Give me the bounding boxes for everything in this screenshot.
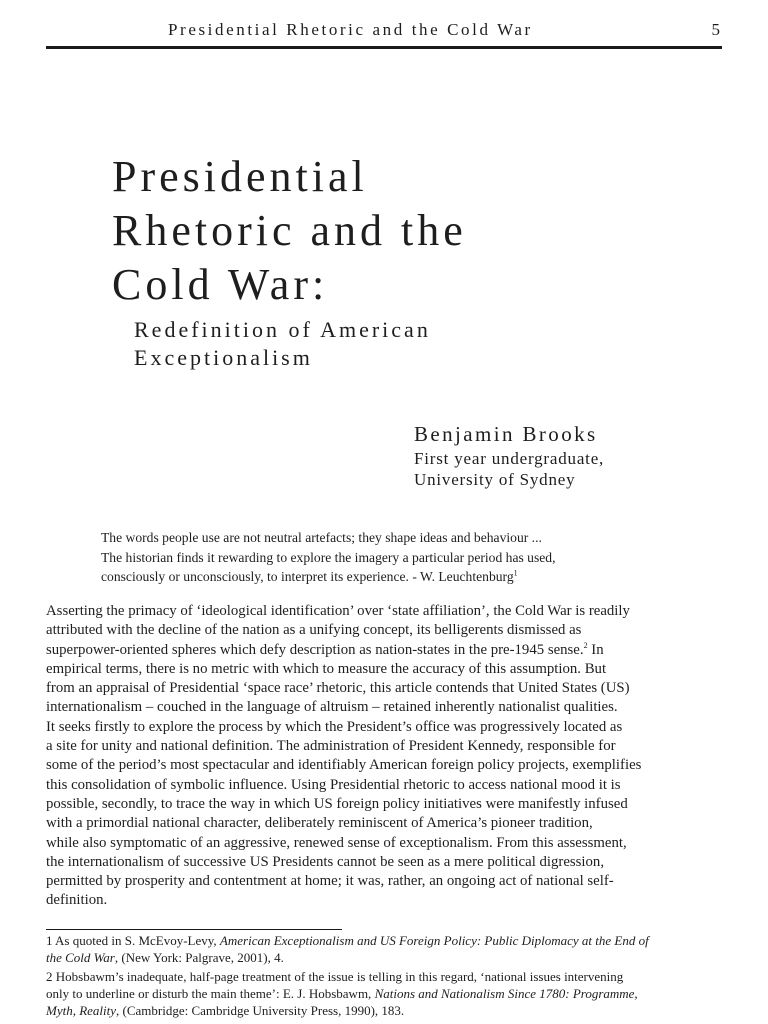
footnote-text: , (Cambridge: Cambridge University Press, 1990), 183. bbox=[116, 1003, 405, 1018]
body-line: a site for unity and national definition. The administration of President Kennedy, responsible for bbox=[46, 738, 616, 755]
footnote-line bbox=[46, 949, 726, 966]
subtitle-line: Exceptionalism bbox=[134, 345, 313, 370]
epigraph-line: The words people use are not neutral artefacts; they shape ideas and behaviour ... bbox=[101, 530, 542, 545]
body-text bbox=[46, 602, 726, 911]
author-name: Benjamin Brooks bbox=[414, 422, 598, 446]
epigraph-line: The historian finds it rewarding to explore the imagery a particular period has used, bbox=[101, 549, 556, 565]
footnote-text: 1 As quoted in S. McEvoy-Levy, bbox=[46, 933, 220, 948]
body-line: this consolidation of symbolic influence. Using Presidential rhetoric to access national mood it is bbox=[46, 776, 621, 793]
body-line-text: superpower-oriented spheres which defy description as nation-states in the pre-1945 sense. bbox=[46, 641, 584, 658]
body-line: the internationalism of successive US Presidents cannot be seen as a mere political digression, bbox=[46, 853, 605, 870]
affiliation-line: First year undergraduate, bbox=[414, 449, 605, 468]
body-line: It seeks firstly to explore the process by which the President’s office was progressively located as bbox=[46, 718, 623, 735]
body-line: Asserting the primacy of ‘ideological identification’ over ‘state affiliation’, the Cold War is readily bbox=[46, 603, 630, 619]
footnote-divider bbox=[46, 929, 342, 930]
body-line: possible, secondly, to trace the way in which US foreign policy initiatives were manifestly infused bbox=[46, 795, 628, 812]
footnote-line bbox=[46, 932, 726, 949]
body-line: from an appraisal of Presidential ‘space race’ rhetoric, this article contends that United States (US) bbox=[46, 680, 630, 697]
body-line: with a primordial national character, deliberately reminiscent of America’s pioneer tradition, bbox=[46, 815, 593, 832]
footnote-ref-2[interactable]: 2 bbox=[583, 640, 588, 650]
footnote-citation-title: American Exceptionalism and US Foreign Policy: Public Diplomacy at the End of bbox=[219, 933, 649, 948]
page-number: 5 bbox=[711, 20, 720, 39]
footnote-line bbox=[46, 985, 726, 1002]
title-line: Cold War: bbox=[112, 260, 329, 309]
body-line: internationalism – couched in the language of altruism – retained inherently nationalist qualities. bbox=[46, 699, 618, 716]
footnote-text: only to underline or disturb the main theme’: E. J. Hobsbawm, bbox=[46, 986, 375, 1001]
epigraph-line bbox=[101, 567, 661, 587]
body-line: attributed with the decline of the nation as a unifying concept, its belligerents dismissed as bbox=[46, 622, 582, 639]
body-line: some of the period’s most spectacular and identifiably American foreign policy projects, exemplifies bbox=[46, 757, 642, 774]
footnote-text: , (New York: Palgrave, 2001), 4. bbox=[114, 950, 284, 965]
subtitle-line: Redefinition of American bbox=[134, 317, 431, 342]
author-block bbox=[414, 420, 734, 490]
body-line: empirical terms, there is no metric with which to measure the accuracy of this assumption. But bbox=[46, 660, 607, 677]
footnote-citation-title: Myth, Reality bbox=[46, 1003, 117, 1018]
body-line: permitted by prosperity and contentment at home; it was, rather, an ongoing act of national self- bbox=[46, 873, 614, 890]
article-subtitle bbox=[134, 316, 694, 372]
footnote-citation-title: Nations and Nationalism Since 1780: Programme, bbox=[374, 986, 638, 1001]
footnote-ref-1[interactable]: 1 bbox=[513, 568, 518, 578]
footnote-1 bbox=[46, 932, 726, 966]
body-line-tail: In bbox=[587, 641, 604, 658]
title-line: Presidential bbox=[112, 152, 368, 201]
running-header bbox=[46, 18, 722, 49]
epigraph bbox=[101, 528, 661, 587]
epigraph-line-text: consciously or unconsciously, to interpret its experience. - W. Leuchtenburg bbox=[101, 569, 514, 584]
title-line: Rhetoric and the bbox=[112, 206, 467, 255]
body-line: definition. bbox=[46, 892, 108, 909]
footnote-line: 2 Hobsbawm’s inadequate, half-page treatment of the issue is telling in this regard, ‘national issues intervening bbox=[46, 969, 624, 984]
body-line: while also symptomatic of an aggressive, renewed sense of exceptionalism. From this assessment, bbox=[46, 834, 627, 851]
body-line bbox=[46, 641, 726, 660]
affiliation-line: University of Sydney bbox=[414, 470, 576, 489]
footnotes bbox=[46, 932, 726, 1021]
footnote-line bbox=[46, 1002, 726, 1019]
running-title: Presidential Rhetoric and the Cold War bbox=[168, 20, 533, 39]
footnote-citation-title: the Cold War bbox=[46, 950, 115, 965]
footnote-2 bbox=[46, 968, 726, 1019]
article-title bbox=[112, 150, 672, 312]
